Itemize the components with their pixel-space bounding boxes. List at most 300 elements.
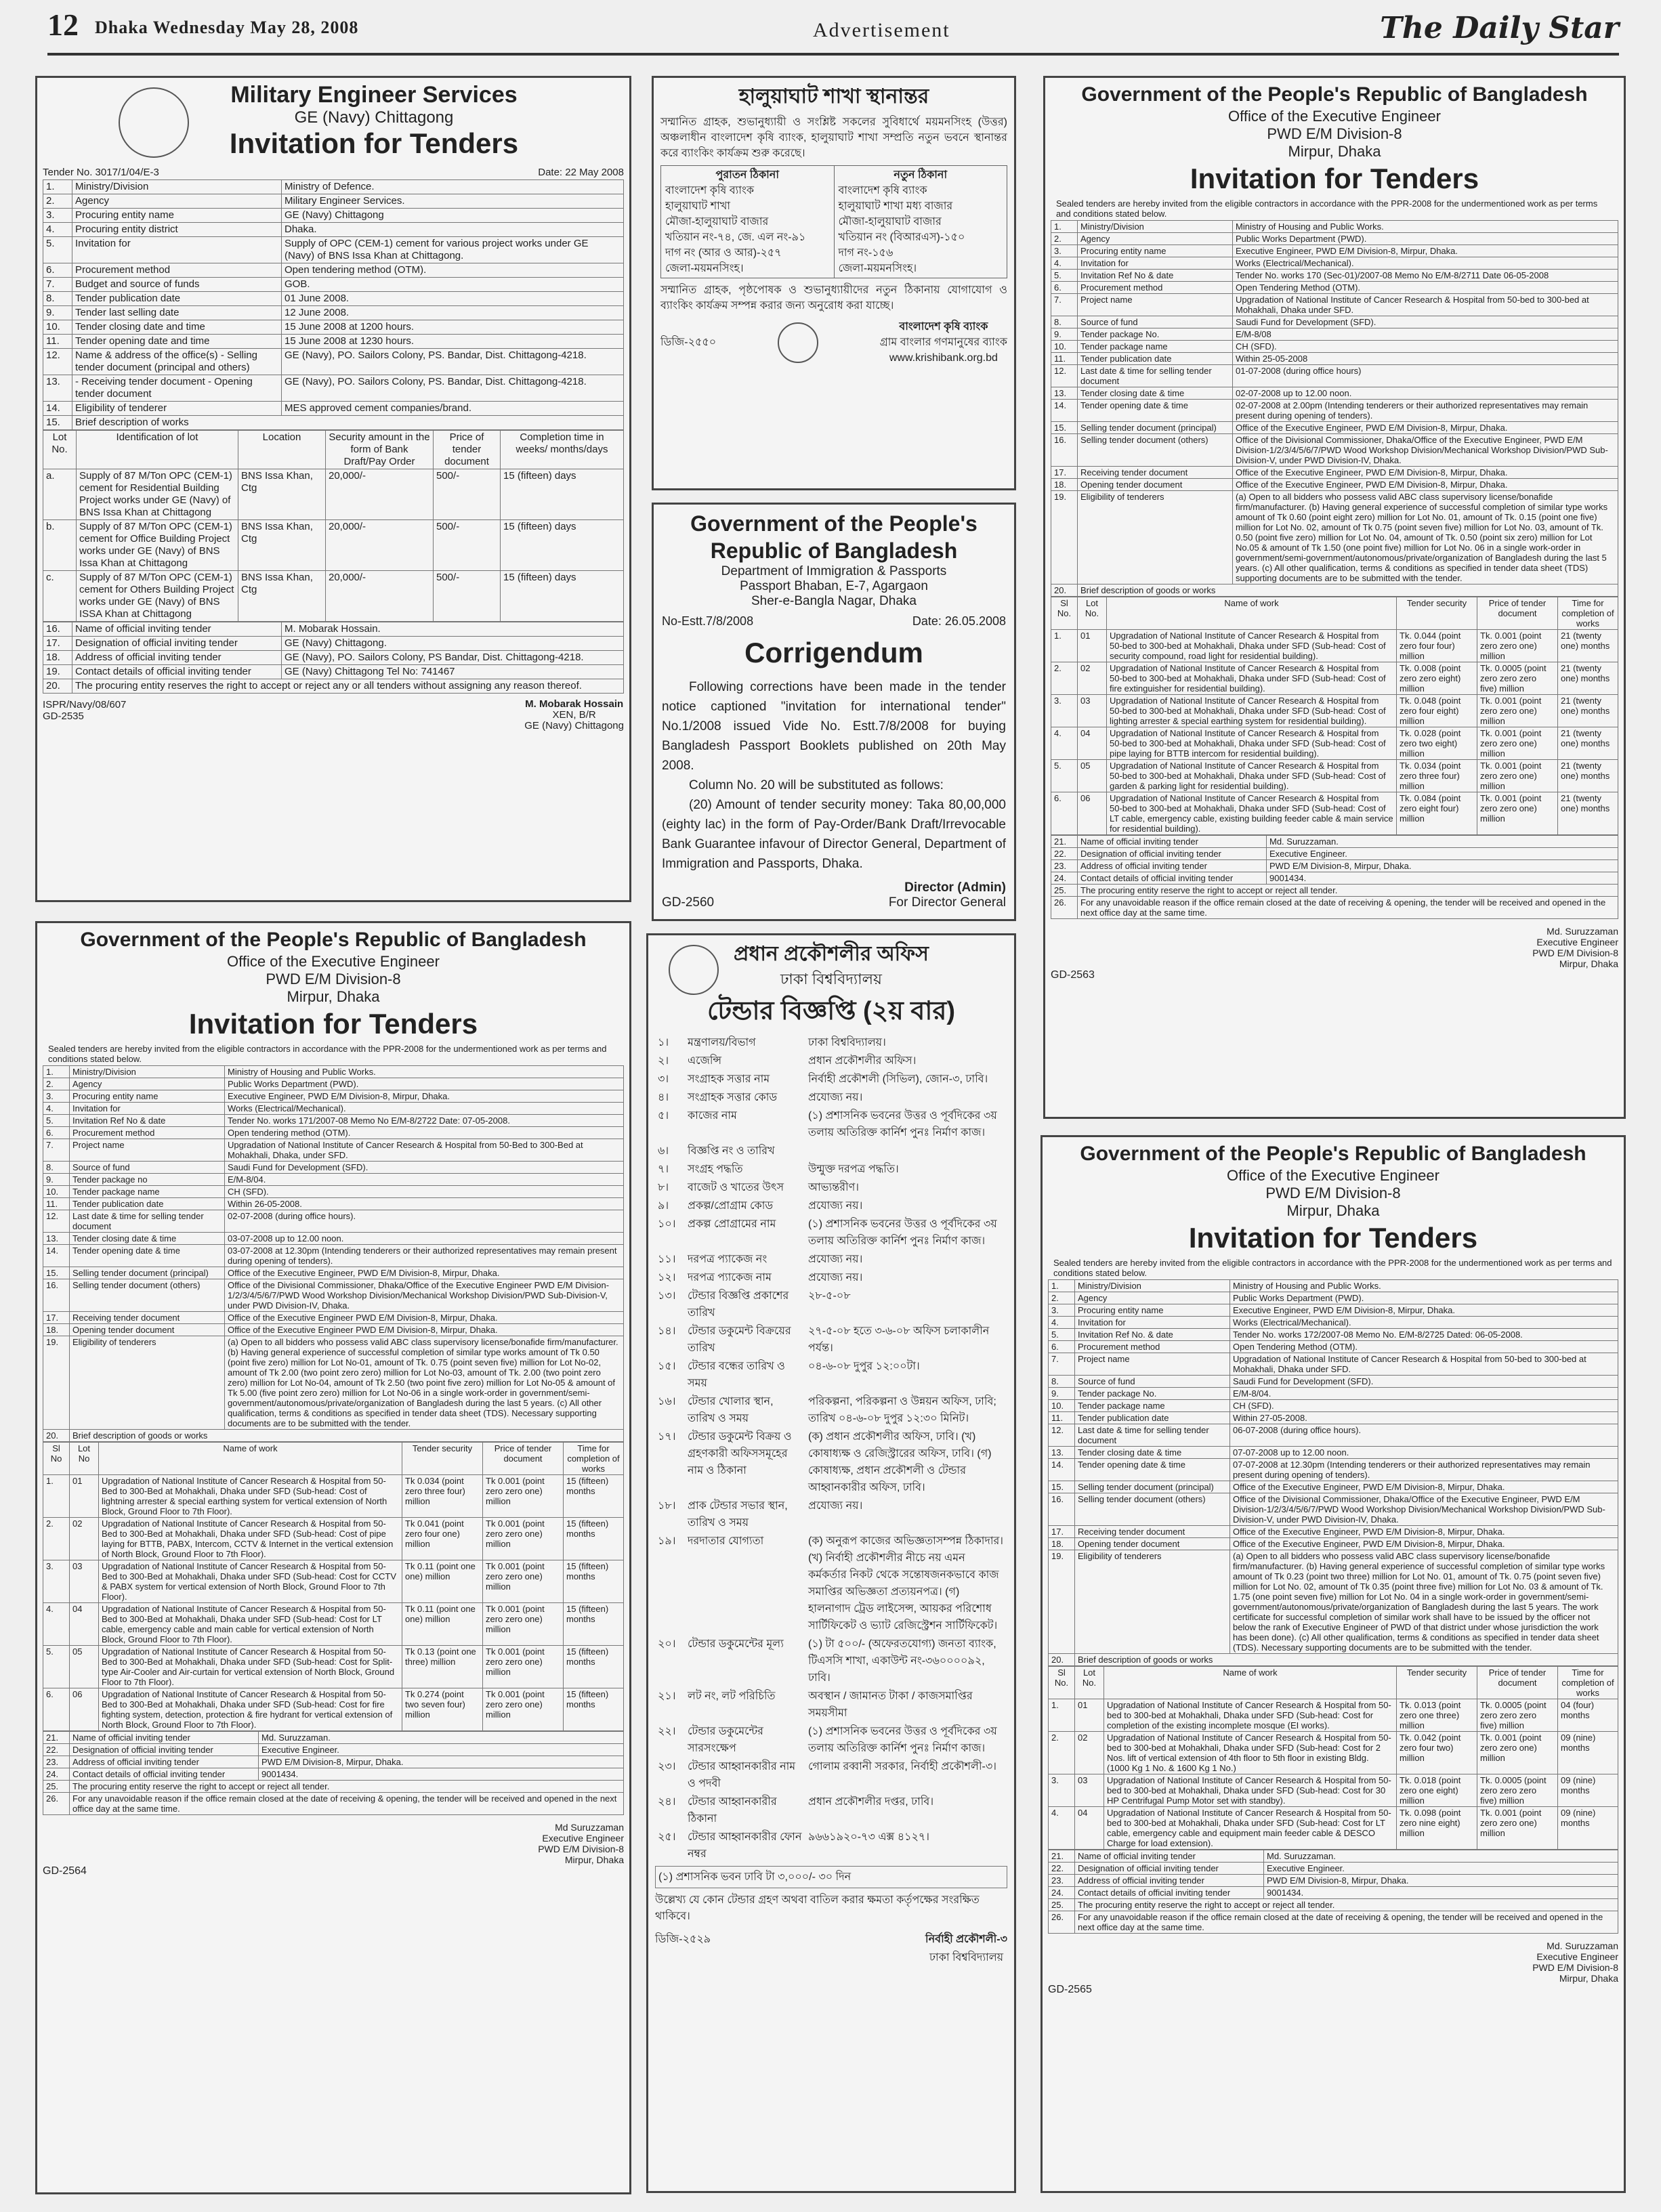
table-row — [655, 1142, 1007, 1160]
table-row — [43, 1324, 624, 1336]
row-value: Md. Suruzzaman. — [1267, 836, 1618, 848]
row-value: PWD E/M Division-8, Mirpur, Dhaka. — [1267, 860, 1618, 872]
row-value: Office of the Executive Engineer, PWD E/M Division-8, Mirpur, Dhaka. — [1233, 479, 1618, 491]
ad-footer — [662, 895, 1006, 910]
row-value: CH (SFD). — [225, 1186, 624, 1198]
intro-text: Sealed tenders are hereby invited from the eligible contractors in accordance with the PPR-2008 for the undermentioned work as per terms and conditions stated below. — [1056, 198, 1598, 219]
cell: 500/- — [434, 571, 501, 622]
row-number: ১৫। — [658, 1361, 676, 1372]
cell: Tk. 0.001 (point zero zero one) million — [1477, 1807, 1558, 1850]
cell: Tk. 0.048 (point zero four eight) million — [1397, 695, 1477, 727]
bank-footer — [660, 319, 1007, 366]
row-label: Ministry/Division — [72, 180, 282, 194]
row-number: 9. — [1049, 1388, 1075, 1400]
row-number: 3. — [1049, 1774, 1075, 1807]
row-number: ১৬। — [658, 1396, 676, 1407]
row-number: 8. — [43, 292, 72, 306]
row-label: লট নং, লট পরিচিতি — [688, 1690, 776, 1702]
new-address-heading: নতুন ঠিকানা — [893, 169, 948, 181]
ad-subtitle: ঢাকা বিশ্ববিদ্যালয় — [780, 971, 882, 987]
column-header: Time for completion of works — [564, 1443, 624, 1475]
row-value: (a) Open to all bidders who possess valid ABC class supervisory license/bonafide firm/manufacturer. (b) Having general experience of successful completion of similar type works amount of Tk 0.60 (point eight zero) million for Lot No. 01, amount of Tk. 0.15 (point one five) million for Lot No. 02, amount of Tk 0.75 (point seven five) million for Lot No. 03, amount of Tk. 0.50 (point five zero) million for Lot No. 04, amount of Tk. 0.50 (point six zero) million for Lot No.05 & amount of Tk 1.50 (one point five) million for Lot No. 06 in a single work-order in government/semi-government/autonomous/private/organization of Bangladesh during the last 5 years. (c) All other qualification, terms & conditions as specified in tender data sheet (TDS) supporting documents are to be submitted with the tender. — [1233, 491, 1618, 584]
row-value: Upgradation of National Institute of Cancer Research & Hospital from 50-Bed to 300-Bed at Mohakhali, Dhaka under SFD (Sub-head: Cost for CCTV & PABX system for vertical extension of North Block, Ground Floor to 7th Floor). — [99, 1560, 402, 1603]
division-name: PWD E/M Division-8 — [1265, 1185, 1401, 1201]
row-value: (১) প্রশাসনিক ভবনের উত্তর ও পূর্বদিকের ৩য় তলায় অতিরিক্ত কার্নিশ পুনঃ নির্মাণ কাজ। — [808, 1218, 997, 1247]
row-label: Eligibility of tenderers — [1075, 1550, 1230, 1654]
row-number: 10. — [1051, 341, 1078, 353]
row-value: M. Mobarak Hossain. — [282, 622, 624, 637]
row-label: Tender package No. — [1075, 1388, 1230, 1400]
row-value: GE (Navy), PO. Sailors Colony, PS. Bandar, Dist. Chittagong-4218. — [282, 349, 624, 375]
table-row — [43, 194, 624, 209]
row-number: ৫। — [658, 1110, 669, 1122]
column-header: Tender security — [402, 1443, 483, 1475]
row-label: Brief description of works — [72, 416, 624, 430]
row-label: Last date & time for selling tender document — [1075, 1424, 1230, 1447]
table-row — [43, 1267, 624, 1279]
row-number: 8. — [1051, 316, 1078, 328]
row-number: 17. — [43, 1312, 70, 1324]
row-value: MES approved cement companies/brand. — [282, 402, 624, 416]
row-label: Agency — [72, 194, 282, 209]
row-value: Upgradation of National Institute of Cancer Research & Hospital from 50-bed to 300-bed at Mohakhali, Dhaka under SFD (Sub-head: Cost of LT cable, emergency cable, existing building feeder cable & main service for residential building). — [1107, 792, 1397, 835]
row-label: Last date & time for selling tender document — [70, 1210, 225, 1233]
row-label: Tender closing date & time — [70, 1233, 225, 1245]
row-value: (১) প্রশাসনিক ভবনের উত্তর ও পূর্বদিকের ৩য় তলায় অতিরিক্ত কার্নিশ পুনঃ নির্মাণ কাজ। — [808, 1726, 997, 1754]
column-header: Name of work — [99, 1443, 402, 1475]
table-row — [43, 1768, 624, 1781]
cell: 21 (twenty one) months — [1558, 727, 1618, 760]
cell: Tk. 0.001 (point zero zero one) million — [1477, 727, 1558, 760]
address-line: বাংলাদেশ কৃষি ব্যাংক — [838, 185, 927, 196]
row-number: 4. — [1049, 1317, 1075, 1329]
table-row — [43, 1066, 624, 1078]
ref-line — [662, 614, 1006, 629]
row-value: ৯৬৬১৯২০-৭৩ এক্স ৪১২৭। — [808, 1831, 930, 1843]
address-line: খতিয়ান নং-৭৪, জে. এল নং-৯১ — [665, 232, 806, 243]
table-row — [1051, 836, 1618, 848]
row-label: Opening tender document — [70, 1324, 225, 1336]
row-number: 2. — [43, 1078, 70, 1090]
row-number: ১২। — [658, 1272, 676, 1283]
row-number: 20. — [43, 679, 72, 694]
bank-website[interactable]: www.krishibank.org.bd — [889, 352, 998, 364]
row-number: 25. — [1051, 885, 1078, 897]
table-row — [1051, 584, 1618, 597]
row-label: Source of fund — [70, 1162, 225, 1174]
table-row — [43, 306, 624, 320]
cell: Tk. 0.034 (point zero three four) million — [1397, 760, 1477, 792]
gd-code: GD-2563 — [1051, 969, 1095, 981]
row-label: Invitation for — [1078, 257, 1233, 270]
table-row — [1049, 1388, 1618, 1400]
ad-title-line2: Republic of Bangladesh — [710, 538, 958, 563]
gd-code: GD-2560 — [662, 895, 715, 910]
row-value: Upgradation of National Institute of Cancer Research & Hospital from 50-bed to 300-bed at Mohakhali, Dhaka under SFD (Sub-head: Cost for completion of the existing incomplete mosque (EI works). — [1104, 1699, 1397, 1732]
row-number: 13. — [1051, 387, 1078, 400]
table-row — [1049, 1850, 1618, 1863]
row-number: 15. — [43, 416, 72, 430]
office-place: Mirpur, Dhaka — [1286, 1202, 1380, 1219]
table-row — [1049, 1376, 1618, 1388]
cell: 15 (fifteen) months — [564, 1475, 624, 1518]
row-value: 07-07-2008 up to 12.00 noon. — [1230, 1447, 1618, 1459]
signature-block — [1051, 926, 1618, 969]
row-value: গোলাম রব্বানী সরকার, নির্বাহী প্রকৌশলী-৩। — [808, 1761, 996, 1772]
row-label: বাজেট ও খাতের উৎস — [688, 1182, 784, 1193]
address-line: দাগ নং (আর ও আর)-২৫৭ — [665, 247, 782, 259]
table-row — [43, 416, 624, 430]
row-value: 01-07-2008 (during office hours) — [1233, 365, 1618, 387]
row-value: 02-07-2008 up to 12.00 noon. — [1233, 387, 1618, 400]
address-line: দাগ নং-১৫৬ — [838, 247, 893, 259]
row-label: Contact details of official inviting tender — [72, 665, 282, 679]
row-number: 13. — [43, 375, 72, 402]
row-value: Public Works Department (PWD). — [1230, 1292, 1618, 1304]
row-value: Open Tendering Method (OTM). — [1233, 282, 1618, 294]
row-label: 01 — [1078, 630, 1107, 662]
ref-line — [43, 167, 624, 178]
row-number: 13. — [43, 1233, 70, 1245]
ref-number: No-Estt.7/8/2008 — [662, 614, 754, 628]
row-label: 03 — [70, 1560, 99, 1603]
row-label: Invitation Ref No. & date — [1075, 1329, 1230, 1341]
row-number: 9. — [43, 306, 72, 320]
row-value: Md. Suruzzaman. — [259, 1732, 624, 1744]
row-number: ২২। — [658, 1726, 676, 1737]
signer-detail: Mirpur, Dhaka — [1559, 958, 1618, 969]
cell: Tk. 0.001 (point zero zero one) million — [1477, 792, 1558, 835]
lot-table — [1048, 1666, 1618, 1850]
row-value: (a) Open to all bidders who possess valid ABC class supervisory license/bonafide firm/manufacturer. (b) Having general experience of successful completion of similar type works amount of Tk 0.23 (point two three) million for Lot No. 01, amount of Tk. 0.75 (point seven five) million for Lot No. 02, amount of Tk 0.35 (point three five) million for Lot No. 03 & amount of Tk. 1.75 (one point seven five) million for Lot No. 04 in a single work-order in government/semi-government/autonomous/private/organization of Bangladesh during the last 5 years. The work certificate for successful completion of similar work shall have to be issued by the officer not below the rank of Executive Engineer of PWD of that district under whose jurisdiction the work has been done). (c) All other qualification, terms & conditions as specified in tender data sheet (TDS). Necessary supporting documents are to be submitted with the tender. — [1230, 1550, 1618, 1654]
row-label: Eligibility of tenderers — [70, 1336, 225, 1430]
row-label: দরপত্র প্যাকেজ নাম — [688, 1272, 772, 1283]
ad-footer — [655, 1930, 1007, 1967]
row-label: Tender opening date & time — [1078, 400, 1233, 422]
row-value: Office of the Divisional Commissioner, Dhaka/Office of the Executive Engineer, PWD E/M Division-1/2/3/4/5/6/7/PWD Wood Workshop Division/Mechanical Workshop Division/PWD Sub-Division-V, under PWD Division-IV, Dhaka. — [1230, 1493, 1618, 1526]
row-value: প্রযোজ্য নয়। — [808, 1092, 863, 1103]
row-label: Selling tender document (principal) — [1078, 422, 1233, 434]
cell: Tk. 0.001 (point zero zero one) million — [1477, 630, 1558, 662]
row-label: 03 — [1078, 695, 1107, 727]
row-number: 9. — [1051, 328, 1078, 341]
table-row — [43, 1186, 624, 1198]
table-row — [43, 1430, 624, 1442]
table-row — [1051, 270, 1618, 282]
section-label: Advertisement — [813, 19, 950, 41]
row-number: 4. — [43, 223, 72, 237]
row-number: 23. — [43, 1756, 70, 1768]
row-label: দরপত্র প্যাকেজ নং — [688, 1254, 768, 1265]
column-header: Price of tender document — [483, 1443, 564, 1475]
intro-text: সম্মানিত গ্রাহক, শুভানুধ্যায়ী ও সংশ্লিষ্ট সকলের সুবিধার্থে ময়মনসিংহ (উত্তর) অঞ্চলাধীন বাংলাদেশ কৃষি ব্যাংক, হালুয়াঘাট শাখা সম্প্রতি নতুন ভবনে স্থানান্তর করে ব্যাংকিং কার্যক্রম শুরু করেছে। — [660, 116, 1007, 159]
row-label: টেন্ডার আহ্বানকারীর নাম ও পদবী — [688, 1761, 796, 1789]
cell: Tk. 0.028 (point zero two eight) million — [1397, 727, 1477, 760]
row-value: 9001434. — [1264, 1887, 1618, 1899]
table-row — [43, 637, 624, 651]
table-row — [43, 320, 624, 335]
cell: 20,000/- — [326, 469, 434, 520]
row-value: 9001434. — [1267, 872, 1618, 885]
row-number: ৩। — [658, 1073, 669, 1085]
row-value: Tender No. works 172/2007-08 Memo No. E/M-8/2725 Dated: 06-05-2008. — [1230, 1329, 1618, 1341]
row-value: GE (Navy) Chittagong Tel No: 741467 — [282, 665, 624, 679]
cell: Tk. 0.042 (point zero four two) million — [1397, 1732, 1477, 1774]
table-row — [43, 1793, 624, 1815]
body-paragraph-2: Column No. 20 will be substituted as follows: — [689, 778, 944, 792]
address-line2: Sher-e-Bangla Nagar, Dhaka — [751, 594, 917, 608]
table-row — [655, 1269, 1007, 1287]
signer-title: XEN, B/R — [552, 709, 596, 721]
cell: 21 (twenty one) months — [1558, 760, 1618, 792]
row-value: প্রযোজ্য নয়। — [808, 1200, 863, 1212]
row-number: 1. — [1049, 1280, 1075, 1292]
table-row — [1049, 1459, 1618, 1481]
row-value: GE (Navy), PO. Sailors Colony, PS Bandar, Dist. Chittagong-4218. — [282, 651, 624, 665]
row-number: 10. — [43, 1186, 70, 1198]
table-row — [1049, 1353, 1618, 1376]
row-value: Executive Engineer, PWD E/M Division-8, Mirpur, Dhaka. — [1233, 245, 1618, 257]
cell: Tk 0.034 (point zero three four) million — [402, 1475, 483, 1518]
row-label: 01 — [1075, 1699, 1104, 1732]
ad-title-line1: Government of the People's — [690, 511, 977, 536]
row-number: 22. — [43, 1744, 70, 1756]
row-label: 02 — [70, 1518, 99, 1560]
row-value: CH (SFD). — [1230, 1400, 1618, 1412]
table-row — [655, 1828, 1007, 1863]
address-compare — [660, 165, 1007, 278]
table-row — [1051, 365, 1618, 387]
row-label: Source of fund — [1078, 316, 1233, 328]
table-row — [655, 1758, 1007, 1793]
row-label: Supply of 87 M/Ton OPC (CEM-1) cement for Residential Building Project works under GE (Navy) of BNS Issa Khan at Chittagong — [77, 469, 238, 520]
row-number: 1. — [1051, 630, 1078, 662]
row-label: Tender package name — [1075, 1400, 1230, 1412]
table-row — [43, 1245, 624, 1267]
row-value: Executive Engineer, PWD E/M Division-8, Mirpur, Dhaka. — [225, 1090, 624, 1103]
row-number: 6. — [43, 1127, 70, 1139]
row-number: 12. — [1051, 365, 1078, 387]
row-label: প্রকল্প প্রোগ্রামের নাম — [688, 1218, 776, 1230]
row-label: Name of official inviting tender — [1078, 836, 1267, 848]
du-emblem-icon — [669, 945, 719, 995]
row-label: 02 — [1075, 1732, 1104, 1774]
row-label: The procuring entity reserve the right to accept or reject all tender. — [1075, 1899, 1618, 1911]
row-number: 24. — [1051, 872, 1078, 885]
row-number: 10. — [43, 320, 72, 335]
intro-text: Sealed tenders are hereby invited from the eligible contractors in accordance with the PPR-2008 for the undermentioned work as per terms and conditions stated below. — [1053, 1258, 1612, 1278]
row-value: ঢাকা বিশ্ববিদ্যালয়। — [808, 1037, 886, 1048]
row-value: 07-07-2008 at 12.30pm (Intending tenderers or their authorized representatives may remain present during opening of tenders). — [1230, 1459, 1618, 1481]
row-value: Upgradation of National Institute of Cancer Research & Hospital from 50-bed to 300-bed at Mohakhali, Dhaka under SFD (Sub-head: Cost of pipe laying for BTTB intercom for residential building). — [1107, 727, 1397, 760]
row-number: 21. — [43, 1732, 70, 1744]
row-label: Tender publication date — [1078, 353, 1233, 365]
column-header: Time for completion of works — [1558, 1667, 1618, 1699]
row-label: 01 — [70, 1475, 99, 1518]
row-number: 5. — [43, 1115, 70, 1127]
table-row — [1049, 1447, 1618, 1459]
row-label: Brief description of goods or works — [70, 1430, 624, 1442]
row-value: Within 25-05-2008 — [1233, 353, 1618, 365]
row-value: 01 June 2008. — [282, 292, 624, 306]
cell: Tk 0.274 (point two seven four) million — [402, 1688, 483, 1731]
row-label: Procurement method — [1078, 282, 1233, 294]
column-header: Tender security — [1397, 597, 1477, 630]
table-row — [1051, 294, 1618, 316]
table-row — [43, 1744, 624, 1756]
table-row — [43, 1210, 624, 1233]
table-row — [655, 1392, 1007, 1428]
lot-table — [1051, 597, 1618, 835]
column-header: Price of tender document — [434, 431, 501, 469]
row-label: Receiving tender document — [1075, 1526, 1230, 1538]
row-label: 06 — [70, 1688, 99, 1731]
row-value: Upgradation of National Institute of Cancer Research & Hospital from 50-Bed to 300-Bed at Mohakhali, Dhaka under SFD (Sub-head: Cost of pipe laying for BTTB, PABX, Intercom, CCTV & Internet in the vertical extension of North Block, Ground Floor to 7th Floor). — [99, 1518, 402, 1560]
row-value: Open tendering method (OTM). — [225, 1127, 624, 1139]
row-value: Upgradation of National Institute of Cancer Research & Hospital from 50-bed to 300-bed at Mohakhali, Dhaka under SFD (Sub-head: Cost of fire extinguisher for residential building). — [1107, 662, 1397, 695]
row-number: 2. — [1051, 662, 1078, 695]
row-value: Dhaka. — [282, 223, 624, 237]
table-row — [1049, 1911, 1618, 1934]
row-label: Procurement method — [70, 1127, 225, 1139]
row-label: Tender package name — [1078, 341, 1233, 353]
row-label: For any unavoidable reason if the office remain closed at the date of receiving & opening, the tender will be received and opened in the next office day at the same time. — [1075, 1911, 1618, 1934]
row-label: 04 — [1078, 727, 1107, 760]
row-number: 18. — [1051, 479, 1078, 491]
cell: 09 (nine) months — [1558, 1732, 1618, 1774]
row-value: Upgradation of National Institute of Cancer Research & Hospital from 50-Bed to 300-Bed at Mohakhali, Dhaka under SFD (Sub-head: Cost for LT cable, emergency cable and main cable for vertical extension of North Block, Ground Floor to 7th Floor). — [99, 1603, 402, 1646]
official-details-table — [43, 622, 624, 694]
signer-office: For Director General — [888, 895, 1006, 910]
cell: Tk 0.001 (point zero zero one) million — [483, 1560, 564, 1603]
tender-details-table — [43, 1065, 624, 1442]
row-number: 3. — [1051, 245, 1078, 257]
row-value: Works (Electrical/Mechanical). — [1233, 257, 1618, 270]
row-number: 4. — [43, 1103, 70, 1115]
row-label: Receiving tender document — [1078, 467, 1233, 479]
column-header: Location — [238, 431, 326, 469]
table-row — [43, 1115, 624, 1127]
signer-name: Md. Suruzzaman — [1547, 926, 1618, 937]
table-row — [1051, 282, 1618, 294]
row-number: ১৪। — [658, 1325, 676, 1337]
row-number: 2. — [1049, 1292, 1075, 1304]
row-number: 11. — [1051, 353, 1078, 365]
row-number: 14. — [43, 1245, 70, 1267]
column-header: Price of tender document — [1477, 597, 1558, 630]
ad-code — [43, 699, 126, 731]
table-row — [1049, 1899, 1618, 1911]
table-row — [1051, 400, 1618, 422]
row-value: GE (Navy) Chittagong — [282, 209, 624, 223]
row-number: 2. — [1051, 233, 1078, 245]
table-row — [655, 1052, 1007, 1070]
tender-details-table — [1048, 1279, 1618, 1666]
column-header: Completion time in weeks/ months/days — [501, 431, 624, 469]
lot-table — [43, 430, 624, 622]
address-line: হালুয়াঘাট শাখা মধ্য বাজার — [838, 200, 953, 212]
row-number: b. — [43, 520, 77, 571]
row-label: Tender closing date & time — [1075, 1447, 1230, 1459]
row-number: 6. — [1051, 282, 1078, 294]
ad-heading: টেন্ডার বিজ্ঞপ্তি (২য় বার) — [707, 997, 956, 1025]
table-row — [43, 1103, 624, 1115]
column-header: Sl No — [43, 1443, 70, 1475]
row-label: Eligibility of tenderer — [72, 402, 282, 416]
signer-office: GE (Navy) Chittagong — [524, 720, 624, 731]
row-label: Address of official inviting tender — [70, 1756, 259, 1768]
table-row — [1051, 387, 1618, 400]
row-label: টেন্ডার আহ্বানকারীর ফোন নম্বর — [688, 1831, 802, 1860]
row-label: সংগ্রহ পদ্ধতি — [688, 1164, 743, 1175]
column-header: Lot No. — [43, 431, 77, 469]
row-label: টেন্ডার ডকুমেন্টের মূল্য — [688, 1638, 784, 1650]
row-value: Upgradation of National Institute of Cancer Research & Hospital from 50-Bed to 300-Bed at Mohakhali, Dhaka under SFD (Sub-head: Cost for fire fighting system, detection, protection & fire hydrant for vertical extension of North Block, Ground Floor to 7th Floor). — [99, 1688, 402, 1731]
bank-logo-icon — [778, 322, 818, 363]
row-value: প্রধান প্রকৌশলীর অফিস। — [808, 1055, 917, 1067]
row-label: বিজ্ঞপ্তি নং ও তারিখ — [688, 1145, 775, 1157]
bank-name: বাংলাদেশ কৃষি ব্যাংক — [899, 321, 988, 333]
row-number: 25. — [1049, 1899, 1075, 1911]
row-label: Tender package No. — [1078, 328, 1233, 341]
row-value: Office of the Executive Engineer, PWD E/M Division-8, Mirpur, Dhaka. — [1230, 1538, 1618, 1550]
cell: Tk. 0.044 (point zero four four) million — [1397, 630, 1477, 662]
row-label: Procurement method — [72, 263, 282, 278]
table-row — [1051, 328, 1618, 341]
row-value: Ministry of Defence. — [282, 180, 624, 194]
row-value: Ministry of Housing and Public Works. — [225, 1066, 624, 1078]
cell: Tk 0.13 (point one three) million — [402, 1646, 483, 1688]
table-row — [43, 209, 624, 223]
row-number: 24. — [43, 1768, 70, 1781]
department: Department of Immigration & Passports — [721, 564, 947, 578]
table-row — [1049, 1329, 1618, 1341]
table-row — [1049, 1493, 1618, 1526]
row-value: BNS Issa Khan, Ctg — [238, 520, 326, 571]
row-label: Agency — [1078, 233, 1233, 245]
table-row — [1049, 1807, 1618, 1850]
table-row — [43, 1646, 624, 1688]
row-label: সংগ্রাহক সত্তার কোড — [688, 1092, 778, 1103]
address-line: মৌজা-হালুয়াঘাট বাজার — [838, 216, 942, 228]
row-value: Upgradation of National Institute of Cancer Research & Hospital from 50-bed to 300-bed at Mohakhali, Dhaka under SFD (Sub-head: Cost for 30 HP Centrifugal Pump Motor set with standby). — [1104, 1774, 1397, 1807]
row-label: Name of official inviting tender — [70, 1732, 259, 1744]
ad-code: ডিজি-২৫৫০ — [660, 337, 717, 348]
table-row — [43, 1781, 624, 1793]
row-label: Tender publication date — [72, 292, 282, 306]
row-label: 02 — [1078, 662, 1107, 695]
row-value: উন্মুক্ত দরপত্র পদ্ধতি। — [808, 1164, 899, 1175]
table-row — [43, 180, 624, 194]
column-header: Name of work — [1104, 1667, 1397, 1699]
row-number: 7. — [1049, 1353, 1075, 1376]
row-label: The procuring entity reserve the right to accept or reject all tender. — [70, 1781, 624, 1793]
row-label: Tender publication date — [1075, 1412, 1230, 1424]
column-header: Price of tender document — [1477, 1667, 1558, 1699]
address-line: জেলা-ময়মনসিংহ। — [838, 263, 917, 274]
row-value: PWD E/M Division-8, Mirpur, Dhaka. — [1264, 1875, 1618, 1887]
row-value: (১) প্রশাসনিক ভবনের উত্তর ও পূর্বদিকের ৩য় তলায় অতিরিক্ত কার্নিশ পুনঃ নির্মাণ কাজ। — [808, 1110, 997, 1139]
row-label: Name & address of the office(s) - Selling tender document (principal and others) — [72, 349, 282, 375]
address-line: জেলা-ময়মনসিংহ। — [665, 263, 744, 274]
table-row — [43, 1279, 624, 1312]
row-number: 16. — [1049, 1493, 1075, 1526]
table-row — [1049, 1875, 1618, 1887]
row-label: Last date & time for selling tender document — [1078, 365, 1233, 387]
column-header: Security amount in the form of Bank Draft/Pay Order — [326, 431, 434, 469]
row-label: Tender closing date and time — [72, 320, 282, 335]
row-number: ৭। — [658, 1164, 669, 1175]
